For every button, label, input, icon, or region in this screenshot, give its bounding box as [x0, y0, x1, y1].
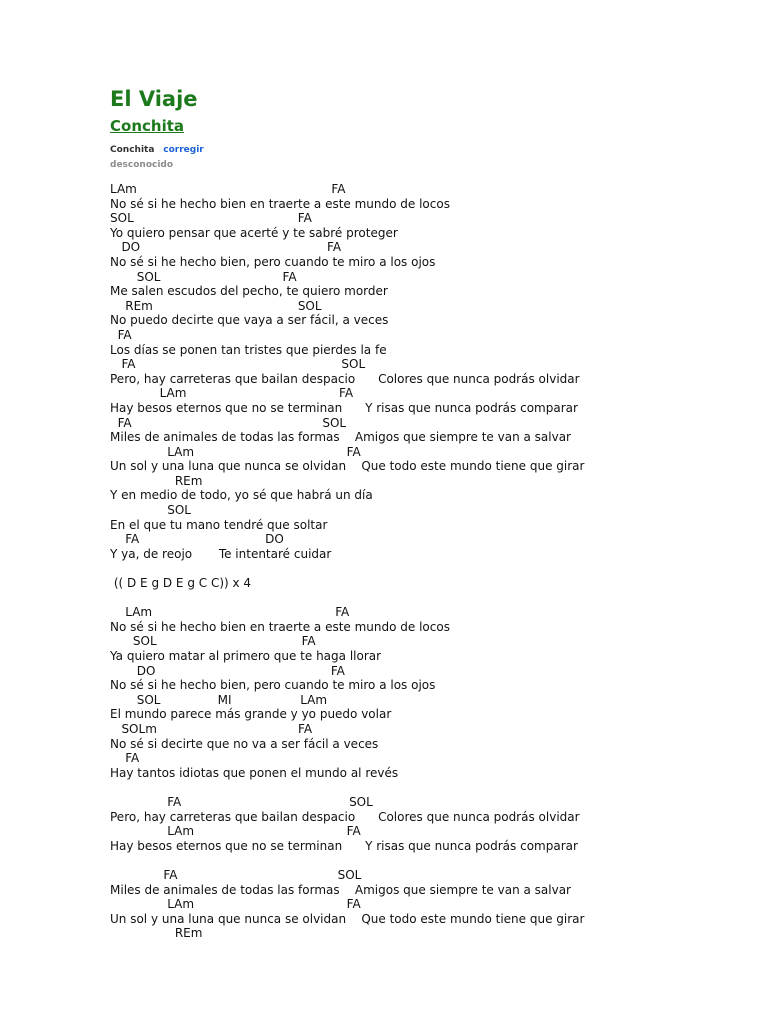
lyric-line: No sé si he hecho bien, pero cuando te miro a los ojos [110, 254, 436, 269]
chord-line: LAm FA [110, 182, 346, 196]
lyric-line: No sé si decirte que no va a ser fácil a veces [110, 736, 379, 751]
blank-line [110, 780, 730, 795]
lyric-line: En el que tu mano tendré que soltar [110, 517, 328, 532]
lyric-line: Los días se ponen tan tristes que pierdes la fe [110, 342, 387, 357]
song-title: El Viaje [110, 87, 198, 111]
chord-line: SOL [110, 503, 191, 518]
edit-link[interactable]: corregir [163, 145, 204, 155]
blank-line [110, 591, 730, 606]
chord-line: SOL FA [110, 269, 297, 284]
lyric-line: (( D E g D E g C C)) x 4 [110, 576, 252, 591]
lyric-line: Un sol y una luna que nunca se olvidan Que todo este mundo tiene que girar [110, 459, 585, 474]
chord-line: SOL FA [110, 211, 312, 226]
lyric-line: Un sol y una luna que nunca se olvidan Que todo este mundo tiene que girar [110, 911, 585, 926]
chord-line: REm [110, 926, 203, 941]
chord-line: LAm FA [110, 444, 361, 459]
lyric-line: Hay besos eternos que no se terminan Y risas que nunca podrás comparar [110, 838, 578, 853]
lyric-line: No sé si he hecho bien, pero cuando te miro a los ojos [110, 678, 436, 693]
meta-artist: Conchita [110, 145, 155, 155]
chord-line: FA DO [110, 532, 284, 547]
lyric-line: Hay besos eternos que no se terminan Y risas que nunca podrás comparar [110, 400, 578, 415]
chord-line: SOL FA [110, 634, 316, 649]
lyric-line: Me salen escudos del pecho, te quiero morder [110, 284, 388, 299]
chord-line: FA SOL [110, 357, 366, 372]
lyric-line: No sé si he hecho bien en traerte a este mundo de locos [110, 619, 450, 634]
lyrics-block [110, 182, 730, 941]
lyric-line: Y ya, de reojo Te intentaré cuidar [110, 546, 332, 561]
chord-line: SOL MI LAm [110, 692, 328, 707]
chord-line: DO FA [110, 663, 345, 678]
chord-line: FA [110, 327, 132, 342]
chord-line: SOLm FA [110, 721, 313, 736]
blank-line [110, 853, 730, 868]
blank-line [110, 561, 730, 576]
artist-link[interactable]: Conchita [110, 117, 184, 135]
lyric-line: Pero, hay carreteras que bailan despacio Colores que nunca podrás olvidar [110, 809, 580, 824]
lyric-line: Pero, hay carreteras que bailan despacio Colores que nunca podrás olvidar [110, 371, 580, 386]
chord-line: FA [110, 751, 140, 766]
chord-line: REm [110, 473, 203, 488]
lyric-line: Hay tantos idiotas que ponen el mundo al revés [110, 765, 399, 780]
lyric-line: Y en medio de todo, yo sé que habrá un día [110, 488, 373, 503]
meta-row [110, 144, 730, 156]
lyric-line: Ya quiero matar al primero que te haga llorar [110, 649, 382, 663]
chord-line: DO FA [110, 240, 342, 255]
chord-line: REm SOL [110, 298, 322, 313]
chord-line: FA SOL [110, 794, 373, 809]
song-page [110, 86, 730, 941]
lyric-line: Miles de animales de todas las formas Amigos que siempre te van a salvar [110, 882, 571, 897]
chord-line: LAm FA [110, 386, 354, 401]
chord-line: LAm FA [110, 824, 361, 839]
lyric-line: Yo quiero pensar que acerté y te sabré proteger [110, 225, 398, 240]
chord-line: FA SOL [110, 415, 347, 430]
lyric-line: El mundo parece más grande y yo puedo volar [110, 707, 392, 722]
unknown-label: desconocido [110, 160, 174, 170]
chord-line: LAm FA [110, 605, 350, 620]
chord-line: LAm FA [110, 897, 361, 912]
lyric-line: Miles de animales de todas las formas Amigos que siempre te van a salvar [110, 430, 571, 445]
lyric-line: No sé si he hecho bien en traerte a este mundo de locos [110, 196, 450, 211]
chord-line: FA SOL [110, 867, 362, 882]
lyric-line: No puedo decirte que vaya a ser fácil, a veces [110, 313, 389, 328]
